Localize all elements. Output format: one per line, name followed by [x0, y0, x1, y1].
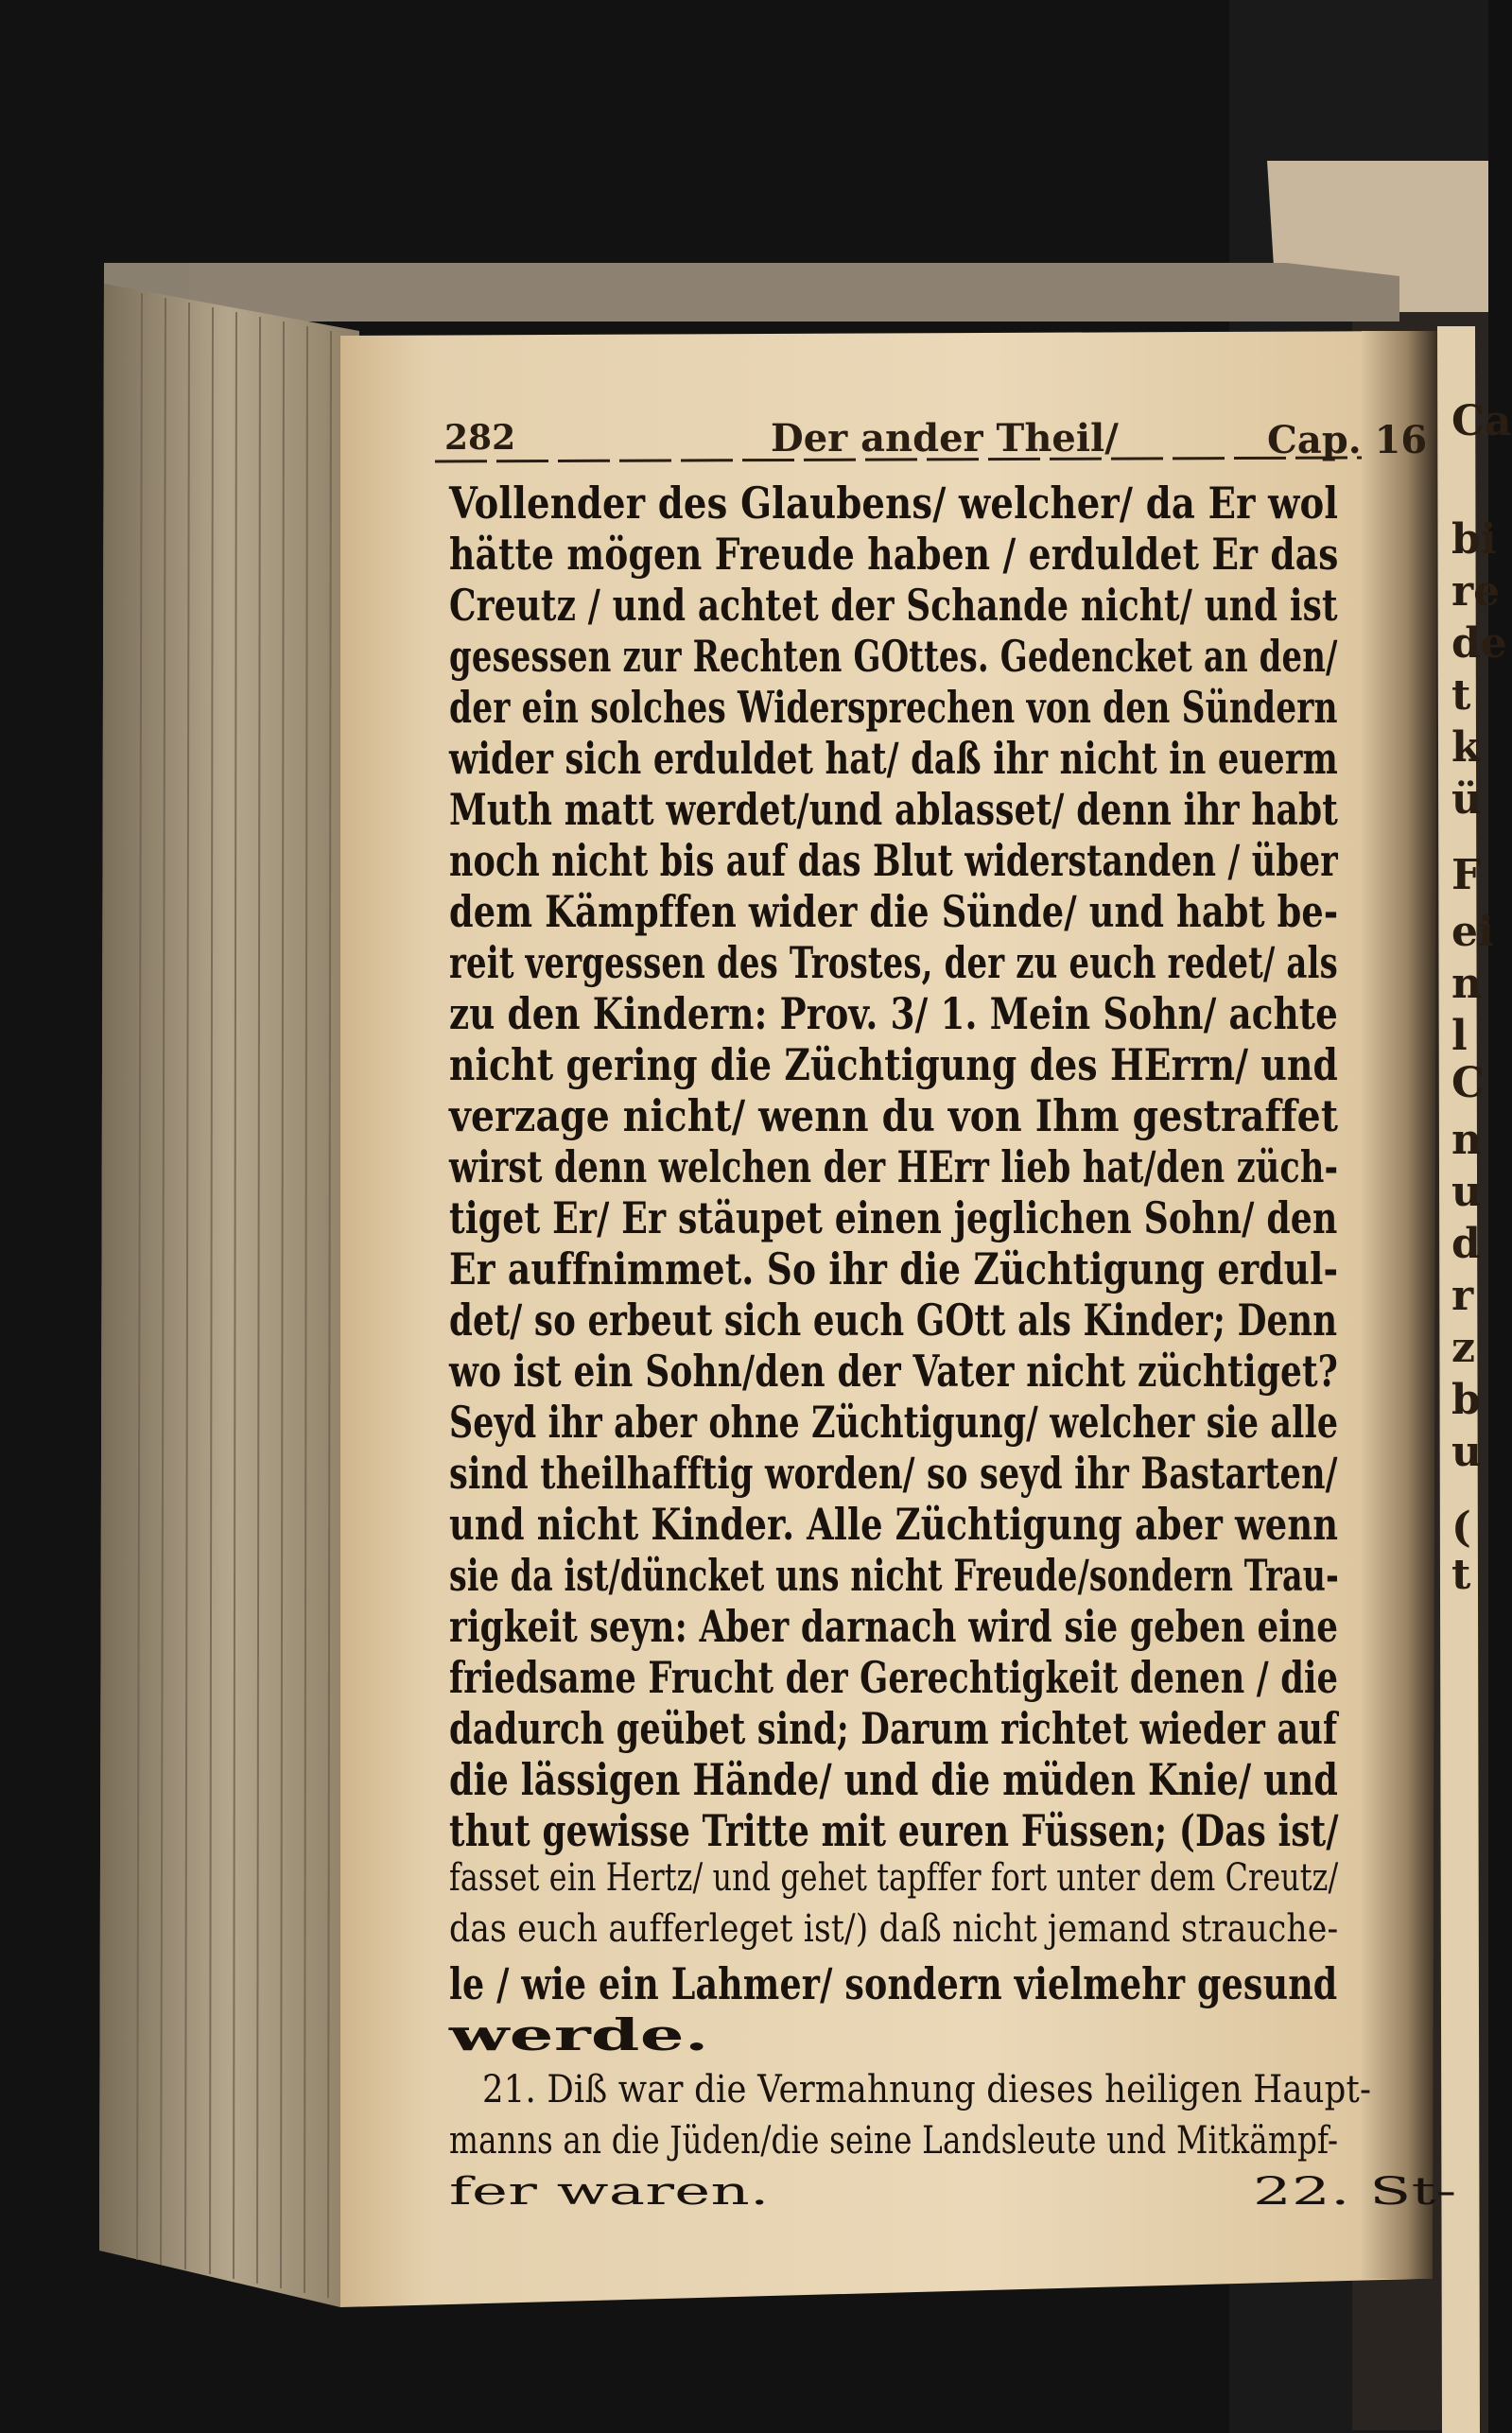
- text-line: Vollender des Glaubens/ welcher/ da Er wol: [449, 478, 1339, 529]
- text-line: reit vergessen des Trostes, der zu euch redet/ als: [449, 937, 1338, 988]
- edge-letter: Ca: [1451, 397, 1512, 445]
- text-line: wirst denn welchen der HErr lieb hat/den züch-: [449, 1141, 1339, 1192]
- text-line: sind theilhafftig worden/ so seyd ihr Bastarten/: [449, 1448, 1338, 1499]
- edge-letter: F: [1451, 851, 1482, 899]
- text-line: dadurch geübet sind; Darum richtet wieder auf: [449, 1703, 1338, 1754]
- text-line: wider sich erduldet hat/ daß ihr nicht in euerm: [449, 733, 1339, 784]
- text-line: wo ist ein Sohn/den der Vater nicht züchtiget?: [449, 1346, 1338, 1397]
- edge-letter: ü: [1451, 775, 1482, 824]
- edge-letter: re: [1451, 567, 1501, 616]
- edge-letter: r: [1451, 1272, 1474, 1320]
- text-line: rigkeit seyn: Aber darnach wird sie geben eine: [449, 1601, 1339, 1652]
- running-title: Der ander Theil/: [771, 416, 1119, 461]
- chapter-heading: Cap. 16: [1267, 418, 1428, 462]
- edge-letter: l: [1451, 1012, 1468, 1060]
- text-line: noch nicht bis auf das Blut widerstanden / über: [449, 835, 1338, 886]
- edge-letter: de: [1451, 619, 1507, 668]
- text-line: nicht gering die Züchtigung des HErrn/ und: [449, 1039, 1339, 1090]
- text-line: der ein solches Widersprechen von den Sündern: [449, 682, 1338, 733]
- edge-letter: z: [1451, 1324, 1475, 1372]
- text-line: werde.: [449, 2009, 709, 2060]
- text-line: das euch aufferleget ist/) daß nicht jemand strauche-: [449, 1907, 1339, 1951]
- text-line: zu den Kindern: Prov. 3/ 1. Mein Sohn/ achte: [449, 988, 1338, 1039]
- text-line: hätte mögen Freude haben / erduldet Er das: [449, 529, 1339, 580]
- text-line: und nicht Kinder. Alle Züchtigung aber wenn: [449, 1499, 1339, 1550]
- text-line: friedsame Frucht der Gerechtigkeit denen / die: [449, 1652, 1339, 1703]
- edge-letter: t: [1451, 671, 1471, 720]
- edge-letter: b: [1451, 1376, 1481, 1424]
- text-line: le / wie ein Lahmer/ sondern vielmehr gesund: [449, 1958, 1338, 2009]
- text-line: 21. Diß war die Vermahnung dieses heiligen Haupt-: [482, 2068, 1372, 2111]
- edge-letter: u: [1451, 1428, 1482, 1476]
- edge-letter: C: [1451, 1059, 1486, 1107]
- text-line: thut gewisse Tritte mit euren Füssen; (Das ist/: [449, 1805, 1339, 1856]
- text-line: Muth matt werdet/und ablasset/ denn ihr habt: [449, 784, 1338, 835]
- edge-letter: u: [1451, 1168, 1482, 1216]
- text-line: sie da ist/düncket uns nicht Freude/sondern Trau-: [449, 1550, 1339, 1601]
- text-line: fer waren.: [449, 2170, 770, 2214]
- text-line: det/ so erbeut sich euch GOtt als Kinder; Denn: [449, 1295, 1338, 1346]
- text-line: gesessen zur Rechten GOttes. Gedencket an den/: [449, 631, 1338, 682]
- text-line: Creutz / und achtet der Schande nicht/ und ist: [449, 580, 1338, 631]
- text-line: fasset ein Hertz/ und gehet tapffer fort unter dem Creutz/: [449, 1856, 1339, 1900]
- edge-letter: k: [1451, 723, 1481, 772]
- text-line: tiget Er/ Er stäupet einen jeglichen Sohn/ den: [449, 1192, 1338, 1243]
- page-number: 282: [444, 418, 516, 458]
- edge-letter: d: [1451, 1220, 1481, 1268]
- catchword: 22. St-: [1253, 2170, 1457, 2214]
- text-line: Seyd ihr aber ohne Züchtigung/ welcher sie alle: [449, 1397, 1339, 1448]
- text-line: verzage nicht/ wenn du von Ihm gestraffet: [449, 1090, 1339, 1141]
- text-line: dem Kämpffen wider die Sünde/ und habt be-: [449, 886, 1339, 937]
- text-line: die lässigen Hände/ und die müden Knie/ und: [449, 1754, 1339, 1805]
- edge-letter: n: [1451, 960, 1482, 1008]
- edge-letter: bi: [1451, 515, 1497, 564]
- edge-letter: ei: [1451, 908, 1494, 956]
- text-line: manns an die Jüden/die seine Landsleute und Mitkämpf-: [449, 2119, 1339, 2163]
- edge-letter: t: [1451, 1551, 1471, 1599]
- text-line: Er auffnimmet. So ihr die Züchtigung erdul-: [449, 1243, 1339, 1295]
- edge-letter: (: [1451, 1503, 1471, 1552]
- edge-letter: n: [1451, 1116, 1482, 1164]
